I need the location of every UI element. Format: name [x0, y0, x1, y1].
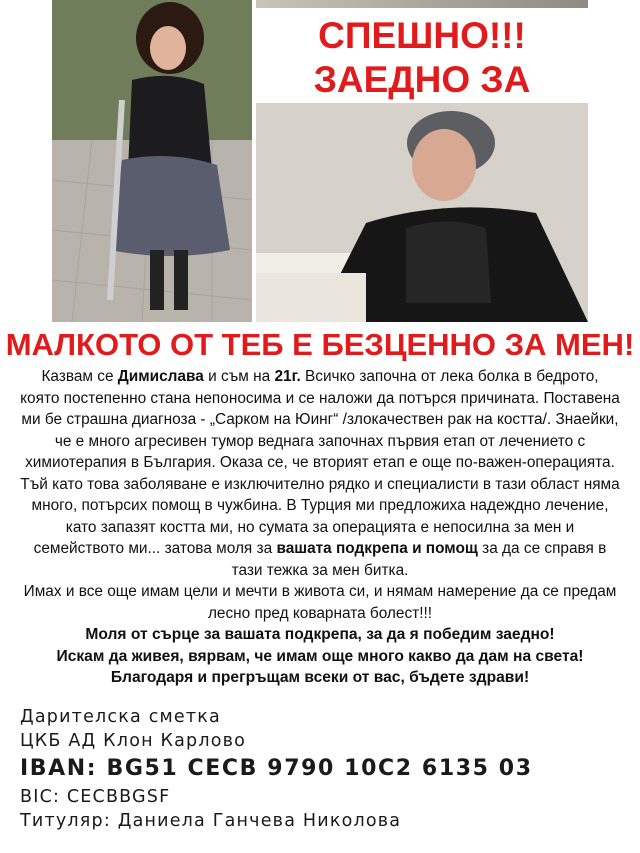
- photo-top-edge: [256, 0, 588, 8]
- story-body: Всичко започна от лека болка в бедрото, която постепенно стана непоносима и се наложи да потърся причината. Поставена ми бе страшна диагноза - „Сарком на Юинг“ /злокачествен рак на костта/. Знаейки, че е много агресивен тумор веднага започнах първия етап от лечението с химиотерапия в България. Оказа се, че вторият етап е още по-важен-операцията. Тъй като това заболяване е изключително рядко и специалисти в тази област няма много, потърсих помощ в чужбина. В Турция ми предложиха надеждно лечение, като запазят костта ми, но сумата за операцията е непосилна за мен и семейството ми... затова моля за: [20, 368, 620, 557]
- account-bic: BIC: CECBBGSF: [20, 787, 171, 807]
- story-support: вашата подкрепа и помощ: [276, 540, 478, 557]
- account-iban: IBAN: BG51 CECB 9790 10C2 6135 03: [20, 756, 533, 781]
- story-plea-3: Благодаря и прегръщам всеки от вас, бъдете здрави!: [110, 669, 530, 686]
- story-body-end: за да се справя в тази тежка за мен битка.: [231, 540, 607, 579]
- account-bank: ЦКБ АД Клон Карлово: [20, 731, 247, 751]
- photo-girl-illustration: [52, 0, 252, 322]
- story-intro: Казвам се: [41, 368, 118, 385]
- story-paragraph-2: Имах и все още имам цели и мечти в живота си, и нямам намерение да се предам лесно пред коварната болест!!!: [23, 583, 617, 622]
- story-intro-2: и съм на: [203, 368, 275, 385]
- story-plea-1: Моля от сърце за вашата подкрепа, за да я победим заедно!: [85, 626, 555, 643]
- photo-portrait-illustration: [256, 103, 588, 322]
- photo-girl-portrait: [256, 103, 588, 322]
- headline-line-2: ЗАЕДНО ЗА: [313, 59, 531, 100]
- donation-account: [20, 705, 620, 833]
- story-age: 21г.: [274, 368, 301, 385]
- story-name: Димислава: [117, 368, 204, 385]
- story-paragraph-1: [20, 366, 620, 581]
- headline-line-1: СПЕШНО!!!: [318, 15, 526, 56]
- photo-girl-with-crutches: [52, 0, 252, 322]
- account-label: Дарителска сметка: [20, 707, 221, 727]
- account-holder: Титуляр: Даниела Ганчева Николова: [20, 811, 402, 831]
- story-plea-2: Искам да живея, вярвам, че имам още много какво да дам на света!: [56, 647, 584, 665]
- story-text: [20, 366, 620, 689]
- subheadline: МАЛКОТО ОТ ТЕБ Е БЕЗЦЕННО ЗА МЕН!: [5, 327, 635, 362]
